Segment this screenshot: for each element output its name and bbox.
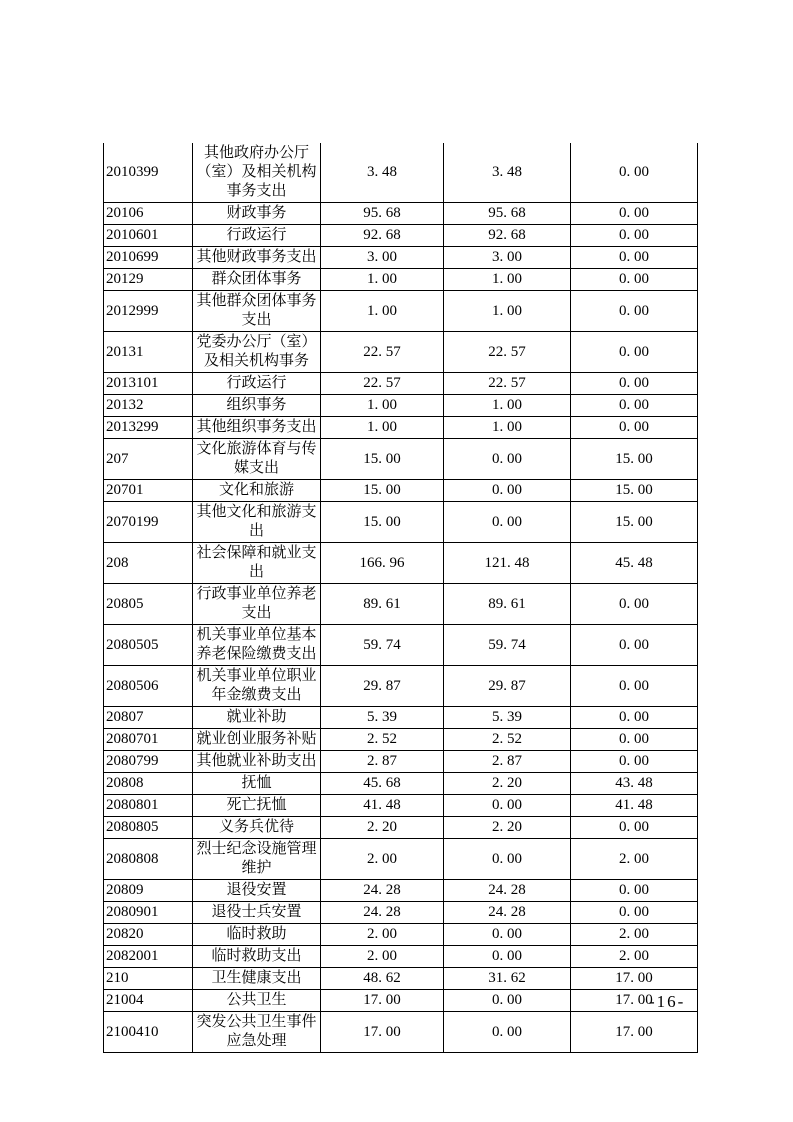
- budget-name-cell: 党委办公厅（室）及相关机构事务: [193, 332, 321, 373]
- budget-code-cell: 20701: [104, 480, 193, 502]
- budget-value-cell: 0. 00: [444, 480, 571, 502]
- budget-value-cell: 2. 00: [571, 839, 698, 880]
- budget-value-cell: 0. 00: [571, 584, 698, 625]
- budget-value-cell: 45. 68: [321, 773, 444, 795]
- budget-value-cell: 45. 48: [571, 543, 698, 584]
- budget-value-cell: 15. 00: [321, 480, 444, 502]
- table-row: [104, 946, 698, 968]
- budget-value-cell: 2. 52: [444, 729, 571, 751]
- budget-code-cell: 2100410: [104, 1012, 193, 1053]
- budget-value-cell: 17. 00: [321, 1012, 444, 1053]
- budget-value-cell: 0. 00: [571, 143, 698, 203]
- budget-name-cell: 公共卫生: [193, 990, 321, 1012]
- budget-value-cell: 0. 00: [571, 729, 698, 751]
- table-row: [104, 968, 698, 990]
- budget-value-cell: 2. 52: [321, 729, 444, 751]
- budget-value-cell: 2. 00: [571, 946, 698, 968]
- budget-name-cell: 临时救助支出: [193, 946, 321, 968]
- budget-value-cell: 92. 68: [321, 225, 444, 247]
- budget-name-cell: 退役安置: [193, 880, 321, 902]
- budget-table-body: [104, 143, 698, 1053]
- budget-value-cell: 22. 57: [321, 373, 444, 395]
- budget-value-cell: 15. 00: [571, 439, 698, 480]
- budget-value-cell: 0. 00: [444, 839, 571, 880]
- budget-value-cell: 41. 48: [321, 795, 444, 817]
- budget-code-cell: 208: [104, 543, 193, 584]
- budget-name-cell: 烈士纪念设施管理维护: [193, 839, 321, 880]
- budget-value-cell: 0. 00: [444, 502, 571, 543]
- budget-value-cell: 89. 61: [321, 584, 444, 625]
- budget-code-cell: 2013299: [104, 417, 193, 439]
- table-row: [104, 439, 698, 480]
- budget-value-cell: 24. 28: [321, 902, 444, 924]
- budget-name-cell: 行政运行: [193, 373, 321, 395]
- budget-value-cell: 0. 00: [571, 269, 698, 291]
- budget-value-cell: 0. 00: [571, 751, 698, 773]
- table-row: [104, 417, 698, 439]
- budget-table: [103, 143, 698, 1053]
- table-row: [104, 247, 698, 269]
- table-row: [104, 924, 698, 946]
- budget-value-cell: 0. 00: [571, 247, 698, 269]
- budget-value-cell: 17. 00: [321, 990, 444, 1012]
- table-row: [104, 795, 698, 817]
- budget-code-cell: 20132: [104, 395, 193, 417]
- table-row: [104, 707, 698, 729]
- budget-name-cell: 临时救助: [193, 924, 321, 946]
- budget-code-cell: 2012999: [104, 291, 193, 332]
- budget-value-cell: 1. 00: [321, 269, 444, 291]
- table-row: [104, 880, 698, 902]
- table-row: [104, 269, 698, 291]
- table-row: [104, 902, 698, 924]
- budget-name-cell: 就业补助: [193, 707, 321, 729]
- table-row: [104, 625, 698, 666]
- budget-value-cell: 2. 00: [571, 924, 698, 946]
- table-row: [104, 1012, 698, 1053]
- budget-name-cell: 群众团体事务: [193, 269, 321, 291]
- budget-value-cell: 0. 00: [571, 817, 698, 839]
- budget-value-cell: 31. 62: [444, 968, 571, 990]
- budget-name-cell: 机关事业单位职业年金缴费支出: [193, 666, 321, 707]
- budget-code-cell: 2080506: [104, 666, 193, 707]
- budget-code-cell: 2013101: [104, 373, 193, 395]
- budget-value-cell: 15. 00: [571, 480, 698, 502]
- budget-value-cell: 17. 00: [571, 1012, 698, 1053]
- table-row: [104, 480, 698, 502]
- budget-name-cell: 就业创业服务补贴: [193, 729, 321, 751]
- budget-value-cell: 29. 87: [444, 666, 571, 707]
- budget-code-cell: 20106: [104, 203, 193, 225]
- budget-value-cell: 0. 00: [444, 946, 571, 968]
- budget-value-cell: 0. 00: [571, 332, 698, 373]
- budget-value-cell: 121. 48: [444, 543, 571, 584]
- table-row: [104, 332, 698, 373]
- table-row: [104, 729, 698, 751]
- budget-value-cell: 24. 28: [444, 902, 571, 924]
- budget-value-cell: 1. 00: [321, 395, 444, 417]
- budget-value-cell: 0. 00: [571, 902, 698, 924]
- budget-value-cell: 2. 00: [321, 924, 444, 946]
- table-row: [104, 502, 698, 543]
- budget-value-cell: 0. 00: [571, 666, 698, 707]
- budget-value-cell: 89. 61: [444, 584, 571, 625]
- budget-code-cell: 2080701: [104, 729, 193, 751]
- budget-name-cell: 退役士兵安置: [193, 902, 321, 924]
- budget-value-cell: 166. 96: [321, 543, 444, 584]
- budget-name-cell: 行政事业单位养老支出: [193, 584, 321, 625]
- budget-code-cell: 2010699: [104, 247, 193, 269]
- budget-name-cell: 行政运行: [193, 225, 321, 247]
- budget-value-cell: 0. 00: [571, 707, 698, 729]
- budget-code-cell: 2080805: [104, 817, 193, 839]
- budget-value-cell: 2. 00: [321, 946, 444, 968]
- budget-value-cell: 43. 48: [571, 773, 698, 795]
- table-row: [104, 817, 698, 839]
- budget-value-cell: 5. 39: [321, 707, 444, 729]
- budget-code-cell: 2010601: [104, 225, 193, 247]
- budget-name-cell: 文化旅游体育与传媒支出: [193, 439, 321, 480]
- budget-value-cell: 1. 00: [444, 269, 571, 291]
- budget-code-cell: 20807: [104, 707, 193, 729]
- budget-value-cell: 22. 57: [444, 332, 571, 373]
- budget-value-cell: 29. 87: [321, 666, 444, 707]
- budget-value-cell: 3. 00: [321, 247, 444, 269]
- budget-name-cell: 其他就业补助支出: [193, 751, 321, 773]
- budget-value-cell: 0. 00: [571, 880, 698, 902]
- budget-name-cell: 社会保障和就业支出: [193, 543, 321, 584]
- budget-value-cell: 17. 00: [571, 968, 698, 990]
- budget-value-cell: 0. 00: [444, 1012, 571, 1053]
- table-row: [104, 751, 698, 773]
- budget-code-cell: 2080901: [104, 902, 193, 924]
- budget-value-cell: 2. 20: [321, 817, 444, 839]
- budget-code-cell: 20809: [104, 880, 193, 902]
- budget-value-cell: 0. 00: [444, 990, 571, 1012]
- budget-value-cell: 95. 68: [444, 203, 571, 225]
- budget-code-cell: 2082001: [104, 946, 193, 968]
- budget-name-cell: 卫生健康支出: [193, 968, 321, 990]
- budget-code-cell: 21004: [104, 990, 193, 1012]
- budget-code-cell: 2080808: [104, 839, 193, 880]
- budget-code-cell: 20808: [104, 773, 193, 795]
- table-row: [104, 543, 698, 584]
- budget-value-cell: 48. 62: [321, 968, 444, 990]
- budget-name-cell: 财政事务: [193, 203, 321, 225]
- budget-value-cell: 0. 00: [444, 924, 571, 946]
- budget-name-cell: 组织事务: [193, 395, 321, 417]
- table-row: [104, 839, 698, 880]
- budget-code-cell: 2070199: [104, 502, 193, 543]
- budget-name-cell: 其他财政事务支出: [193, 247, 321, 269]
- budget-value-cell: 0. 00: [571, 417, 698, 439]
- budget-value-cell: 92. 68: [444, 225, 571, 247]
- budget-code-cell: 207: [104, 439, 193, 480]
- budget-value-cell: 0. 00: [444, 795, 571, 817]
- budget-code-cell: 20805: [104, 584, 193, 625]
- budget-value-cell: 0. 00: [444, 439, 571, 480]
- budget-name-cell: 其他文化和旅游支出: [193, 502, 321, 543]
- budget-value-cell: 1. 00: [444, 291, 571, 332]
- budget-value-cell: 1. 00: [444, 395, 571, 417]
- budget-code-cell: 20129: [104, 269, 193, 291]
- table-row: [104, 225, 698, 247]
- budget-value-cell: 59. 74: [444, 625, 571, 666]
- budget-value-cell: 2. 87: [444, 751, 571, 773]
- budget-value-cell: 15. 00: [321, 502, 444, 543]
- budget-value-cell: 2. 20: [444, 773, 571, 795]
- table-row: [104, 143, 698, 203]
- budget-name-cell: 其他政府办公厅（室）及相关机构事务支出: [193, 143, 321, 203]
- budget-value-cell: 17. 00: [571, 990, 698, 1012]
- budget-value-cell: 15. 00: [321, 439, 444, 480]
- budget-value-cell: 5. 39: [444, 707, 571, 729]
- page-number: -16-: [649, 992, 686, 1011]
- budget-value-cell: 2. 00: [321, 839, 444, 880]
- budget-value-cell: 3. 48: [321, 143, 444, 203]
- budget-value-cell: 0. 00: [571, 395, 698, 417]
- budget-value-cell: 24. 28: [444, 880, 571, 902]
- budget-value-cell: 3. 48: [444, 143, 571, 203]
- budget-value-cell: 0. 00: [571, 625, 698, 666]
- budget-code-cell: 20131: [104, 332, 193, 373]
- budget-code-cell: 2080801: [104, 795, 193, 817]
- budget-value-cell: 15. 00: [571, 502, 698, 543]
- budget-name-cell: 义务兵优待: [193, 817, 321, 839]
- budget-value-cell: 1. 00: [321, 291, 444, 332]
- table-row: [104, 203, 698, 225]
- budget-name-cell: 抚恤: [193, 773, 321, 795]
- table-row: [104, 395, 698, 417]
- budget-value-cell: 2. 20: [444, 817, 571, 839]
- budget-value-cell: 0. 00: [571, 373, 698, 395]
- budget-name-cell: 机关事业单位基本养老保险缴费支出: [193, 625, 321, 666]
- budget-value-cell: 41. 48: [571, 795, 698, 817]
- budget-code-cell: 2080505: [104, 625, 193, 666]
- budget-code-cell: 210: [104, 968, 193, 990]
- table-row: [104, 291, 698, 332]
- budget-value-cell: 1. 00: [321, 417, 444, 439]
- budget-value-cell: 0. 00: [571, 291, 698, 332]
- budget-value-cell: 2. 87: [321, 751, 444, 773]
- budget-value-cell: 0. 00: [571, 225, 698, 247]
- budget-value-cell: 95. 68: [321, 203, 444, 225]
- budget-value-cell: 0. 00: [571, 203, 698, 225]
- budget-code-cell: 2010399: [104, 143, 193, 203]
- table-row: [104, 373, 698, 395]
- budget-name-cell: 文化和旅游: [193, 480, 321, 502]
- budget-name-cell: 其他组织事务支出: [193, 417, 321, 439]
- budget-code-cell: 2080799: [104, 751, 193, 773]
- budget-name-cell: 其他群众团体事务支出: [193, 291, 321, 332]
- budget-value-cell: 22. 57: [444, 373, 571, 395]
- table-row: [104, 773, 698, 795]
- budget-value-cell: 3. 00: [444, 247, 571, 269]
- budget-value-cell: 24. 28: [321, 880, 444, 902]
- budget-code-cell: 20820: [104, 924, 193, 946]
- table-row: [104, 584, 698, 625]
- budget-value-cell: 22. 57: [321, 332, 444, 373]
- budget-name-cell: 死亡抚恤: [193, 795, 321, 817]
- table-row: [104, 990, 698, 1012]
- table-row: [104, 666, 698, 707]
- budget-value-cell: 59. 74: [321, 625, 444, 666]
- budget-name-cell: 突发公共卫生事件应急处理: [193, 1012, 321, 1053]
- budget-value-cell: 1. 00: [444, 417, 571, 439]
